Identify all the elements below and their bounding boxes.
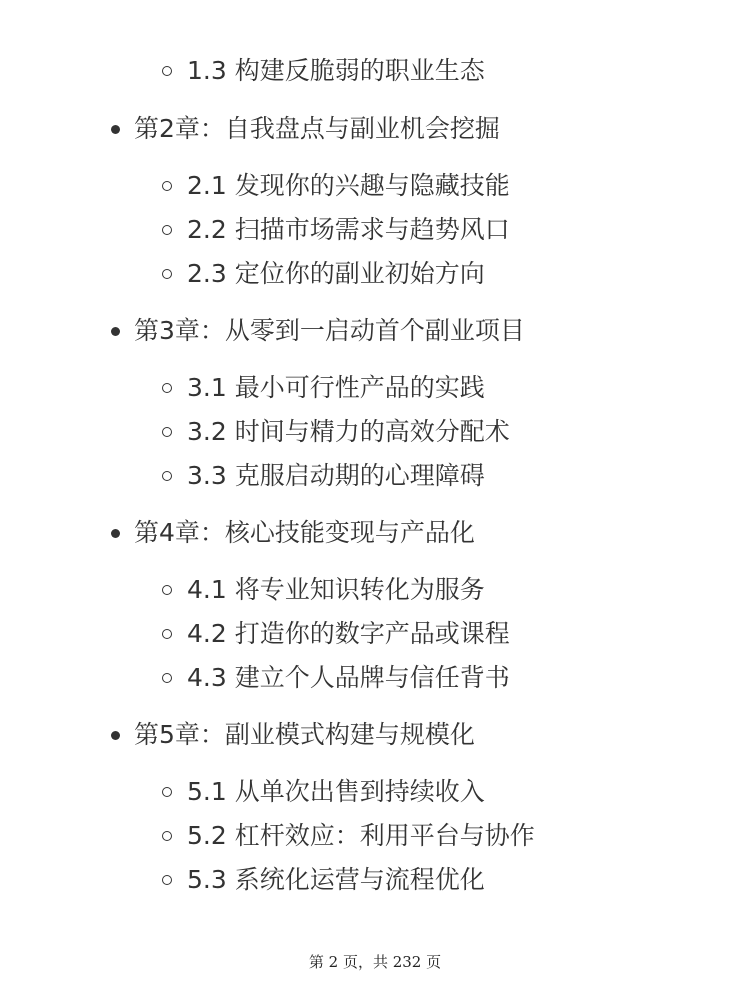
page-number-footer: 第 2 页，共 232 页	[308, 953, 442, 971]
chapter-bullet-icon	[111, 125, 120, 134]
toc-subsection: 4.3 建立个人品牌与信任背书	[187, 663, 510, 692]
toc-subsection: 5.3 系统化运营与流程优化	[187, 865, 485, 894]
sub-bullet-icon	[162, 787, 172, 797]
sub-bullet-icon	[162, 471, 172, 481]
toc-subsection: 3.3 克服启动期的心理障碍	[187, 461, 485, 490]
chapter-bullet-icon	[111, 327, 120, 336]
toc-subsection: 2.2 扫描市场需求与趋势风口	[187, 215, 510, 244]
sub-bullet-icon	[162, 585, 172, 595]
sub-bullet-icon	[162, 673, 172, 683]
sub-bullet-icon	[162, 383, 172, 393]
toc-subsection: 5.1 从单次出售到持续收入	[187, 777, 485, 806]
toc-chapter: 第2章：自我盘点与副业机会挖掘	[134, 114, 500, 143]
toc-chapter: 第4章：核心技能变现与产品化	[134, 518, 475, 547]
toc-chapter: 第3章：从零到一启动首个副业项目	[134, 316, 525, 345]
sub-bullet-icon	[162, 269, 172, 279]
toc-subsection: 5.2 杠杆效应：利用平台与协作	[187, 821, 535, 850]
sub-bullet-icon	[162, 427, 172, 437]
toc-subsection: 4.1 将专业知识转化为服务	[187, 575, 485, 604]
toc-subsection: 3.2 时间与精力的高效分配术	[187, 417, 510, 446]
sub-bullet-icon	[162, 831, 172, 841]
sub-bullet-icon	[162, 875, 172, 885]
sub-bullet-icon	[162, 181, 172, 191]
toc-subsection: 1.3 构建反脆弱的职业生态	[187, 56, 485, 85]
toc-chapter: 第5章：副业模式构建与规模化	[134, 720, 475, 749]
sub-bullet-icon	[162, 629, 172, 639]
toc-subsection: 3.1 最小可行性产品的实践	[187, 373, 485, 402]
chapter-bullet-icon	[111, 529, 120, 538]
toc-subsection: 4.2 打造你的数字产品或课程	[187, 619, 510, 648]
sub-bullet-icon	[162, 66, 172, 76]
sub-bullet-icon	[162, 225, 172, 235]
chapter-bullet-icon	[111, 731, 120, 740]
toc-subsection: 2.3 定位你的副业初始方向	[187, 259, 485, 288]
toc-subsection: 2.1 发现你的兴趣与隐藏技能	[187, 171, 510, 200]
